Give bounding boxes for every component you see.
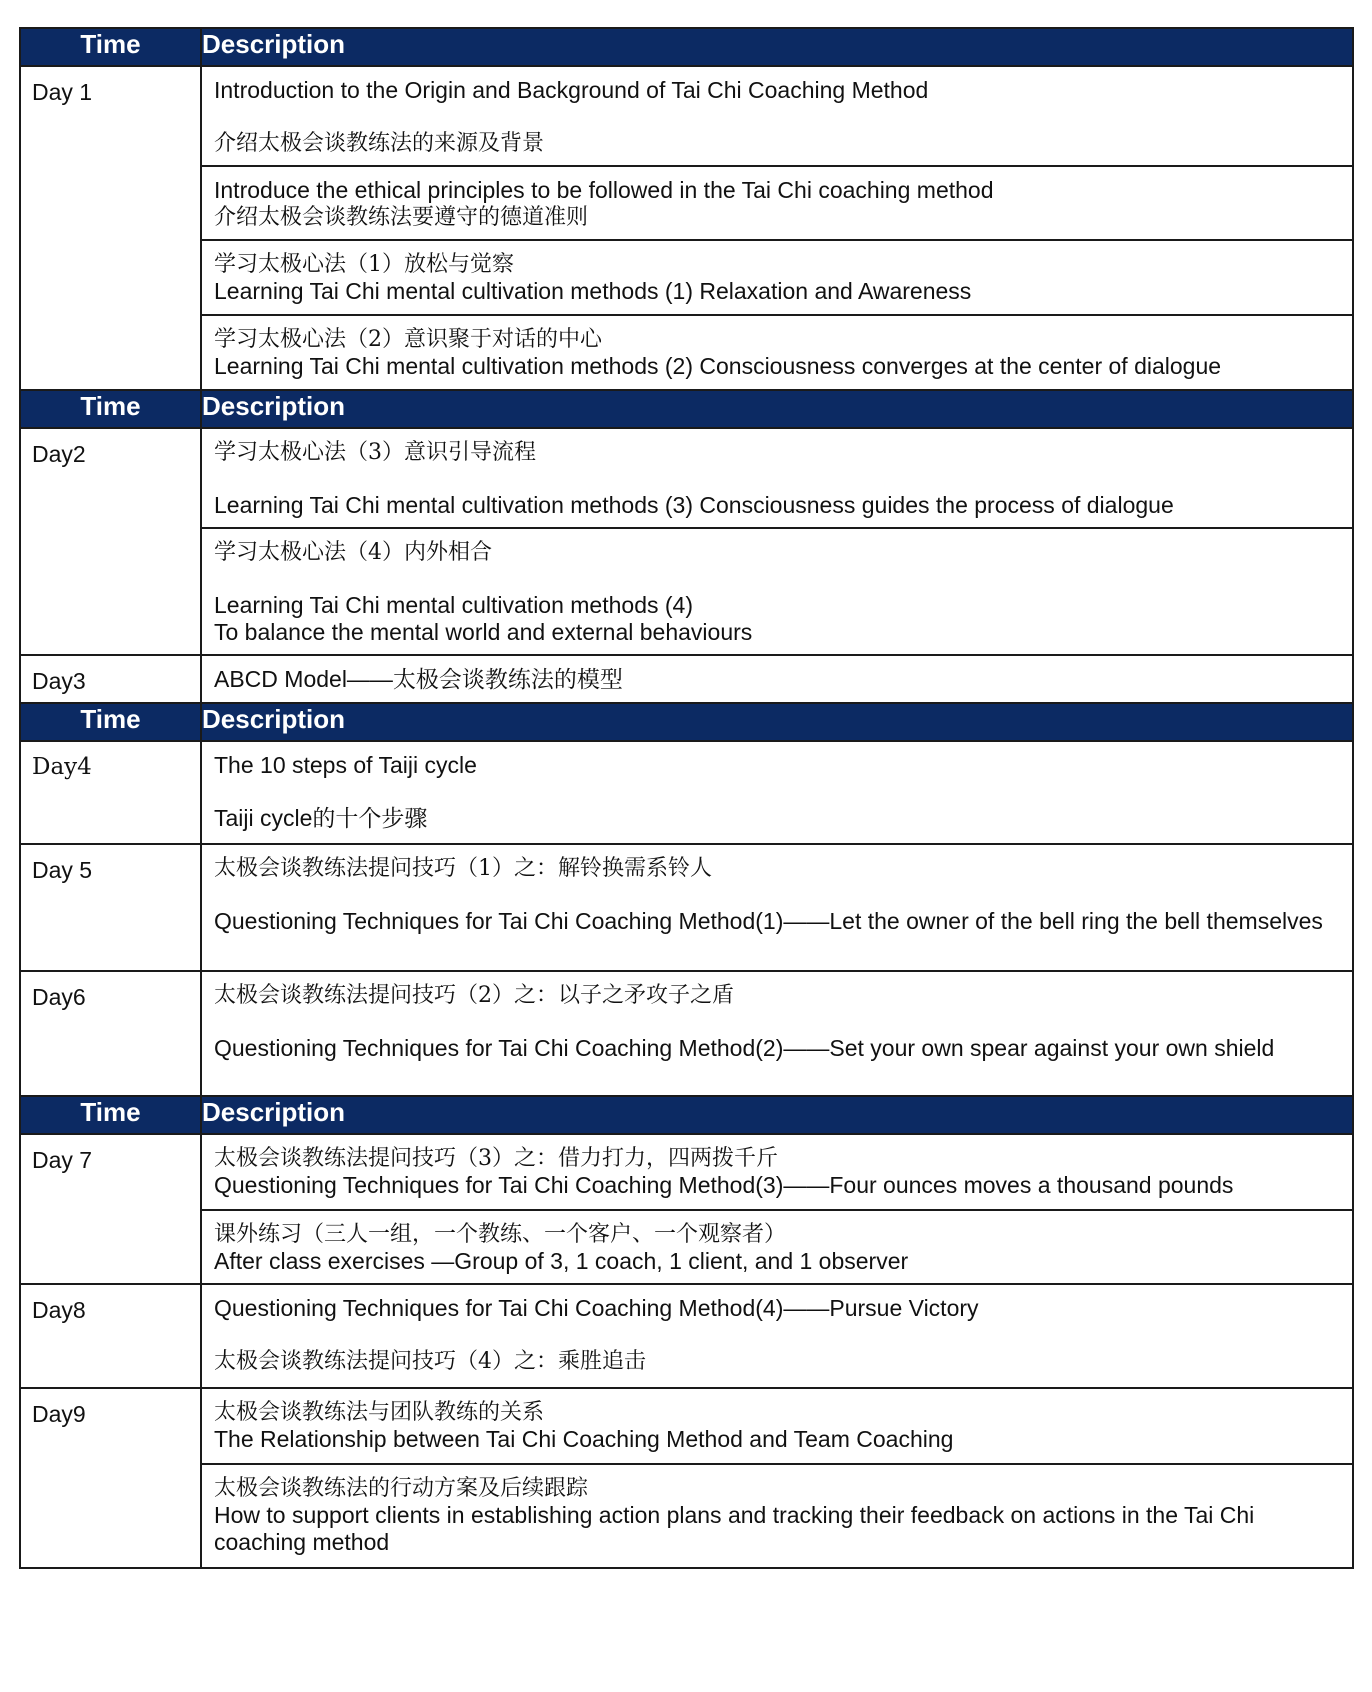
table-row	[20, 1388, 1353, 1464]
description-cell	[201, 240, 1353, 315]
table-row	[20, 1210, 1353, 1284]
session-title-cn: 太极会谈教练法提问技巧（1）之：解铃换需系铃人	[214, 856, 712, 881]
table-row	[20, 655, 1353, 703]
table-row	[20, 528, 1353, 655]
day-cell: Day8	[20, 1284, 201, 1388]
session-title-cn: 太极会谈教练法提问技巧（3）之：借力打力，四两拨千斤	[214, 1146, 778, 1171]
header-row	[20, 28, 1353, 66]
day-cell: Day6	[20, 971, 201, 1096]
table-row	[20, 240, 1353, 315]
session-title-en: Questioning Techniques for Tai Chi Coaching Method(2)——Set your own spear against your own shield	[214, 1035, 1275, 1061]
session-title-cn: 学习太极心法（4）内外相合	[214, 540, 492, 565]
session-title-cn: Taiji cycle的十个步骤	[214, 805, 428, 831]
day-cell: Day 5	[20, 844, 201, 971]
session-title-en: Learning Tai Chi mental cultivation methods (1) Relaxation and Awareness	[214, 278, 972, 304]
description-cell	[201, 315, 1353, 390]
table-row	[20, 741, 1353, 844]
session-title-en: Learning Tai Chi mental cultivation methods (4)	[214, 592, 693, 618]
session-title-en: Questioning Techniques for Tai Chi Coaching Method(3)——Four ounces moves a thousand pounds	[214, 1172, 1234, 1198]
session-title-en: After class exercises —Group of 3, 1 coach, 1 client, and 1 observer	[214, 1248, 909, 1274]
session-title-cn: 学习太极心法（2）意识聚于对话的中心	[214, 327, 602, 352]
table-row	[20, 971, 1353, 1096]
description-cell	[201, 528, 1353, 655]
description-cell	[201, 66, 1353, 166]
description-cell	[201, 741, 1353, 844]
header-time: Time	[20, 390, 201, 428]
description-cell	[201, 1464, 1353, 1568]
schedule-table	[19, 27, 1354, 1569]
session-title-cn: 学习太极心法（1）放松与觉察	[214, 252, 514, 277]
session-title-cn: 学习太极心法（3）意识引导流程	[214, 440, 536, 465]
session-title-cn: 太极会谈教练法提问技巧（2）之：以子之矛攻子之盾	[214, 983, 734, 1008]
session-title-en: To balance the mental world and external behaviours	[214, 619, 753, 645]
day-cell: Day 7	[20, 1134, 201, 1284]
header-description: Description	[201, 28, 1353, 66]
description-cell	[201, 1134, 1353, 1210]
table-row	[20, 1284, 1353, 1388]
description-cell	[201, 1210, 1353, 1284]
description-cell	[201, 166, 1353, 240]
table-row	[20, 844, 1353, 971]
table-row	[20, 1464, 1353, 1568]
session-title: ABCD Model——太极会谈教练法的模型	[214, 666, 623, 692]
day-cell: Day9	[20, 1388, 201, 1568]
session-title-en: The 10 steps of Taiji cycle	[214, 752, 477, 778]
session-title-cn: 介绍太极会谈教练法的来源及背景	[214, 131, 545, 156]
session-title-en: Introduction to the Origin and Background of Tai Chi Coaching Method	[214, 77, 929, 103]
header-time: Time	[20, 1096, 201, 1134]
header-description: Description	[201, 1096, 1353, 1134]
session-title-cn: 介绍太极会谈教练法要遵守的德道准则	[214, 205, 589, 230]
session-title-cn: 太极会谈教练法与团队教练的关系	[214, 1400, 545, 1425]
header-description: Description	[201, 390, 1353, 428]
table-row	[20, 315, 1353, 390]
day-cell: Day 1	[20, 66, 201, 390]
table-row	[20, 428, 1353, 528]
table-row	[20, 66, 1353, 166]
header-time: Time	[20, 28, 201, 66]
description-cell	[201, 655, 1353, 703]
header-time: Time	[20, 703, 201, 741]
session-title-en: Questioning Techniques for Tai Chi Coaching Method(4)——Pursue Victory	[214, 1295, 979, 1321]
session-title-en: Learning Tai Chi mental cultivation methods (3) Consciousness guides the process of dialogue	[214, 492, 1174, 518]
description-cell	[201, 1388, 1353, 1464]
description-cell	[201, 1284, 1353, 1388]
session-title-cn: 课外练习（三人一组，一个教练、一个客户、一个观察者）	[214, 1222, 787, 1247]
day-cell: Day4	[20, 741, 201, 844]
session-title-en: The Relationship between Tai Chi Coaching Method and Team Coaching	[214, 1426, 954, 1452]
session-title-en: Learning Tai Chi mental cultivation methods (2) Consciousness converges at the center of dialogue	[214, 353, 1222, 379]
table-row	[20, 166, 1353, 240]
session-title-cn: 太极会谈教练法的行动方案及后续跟踪	[214, 1476, 589, 1501]
session-title-en: How to support clients in establishing action plans and tracking their feedback on actions in the Tai Chi coaching method	[214, 1502, 1255, 1555]
header-row	[20, 1096, 1353, 1134]
description-cell	[201, 971, 1353, 1096]
header-row	[20, 390, 1353, 428]
table-row	[20, 1134, 1353, 1210]
session-title-en: Questioning Techniques for Tai Chi Coaching Method(1)——Let the owner of the bell ring the bell themselves	[214, 908, 1323, 934]
header-description: Description	[201, 703, 1353, 741]
header-row	[20, 703, 1353, 741]
description-cell	[201, 428, 1353, 528]
day-cell: Day3	[20, 655, 201, 703]
description-cell	[201, 844, 1353, 971]
session-title-cn: 太极会谈教练法提问技巧（4）之：乘胜追击	[214, 1349, 646, 1374]
day-cell: Day2	[20, 428, 201, 655]
session-title-en: Introduce the ethical principles to be followed in the Tai Chi coaching method	[214, 177, 994, 203]
